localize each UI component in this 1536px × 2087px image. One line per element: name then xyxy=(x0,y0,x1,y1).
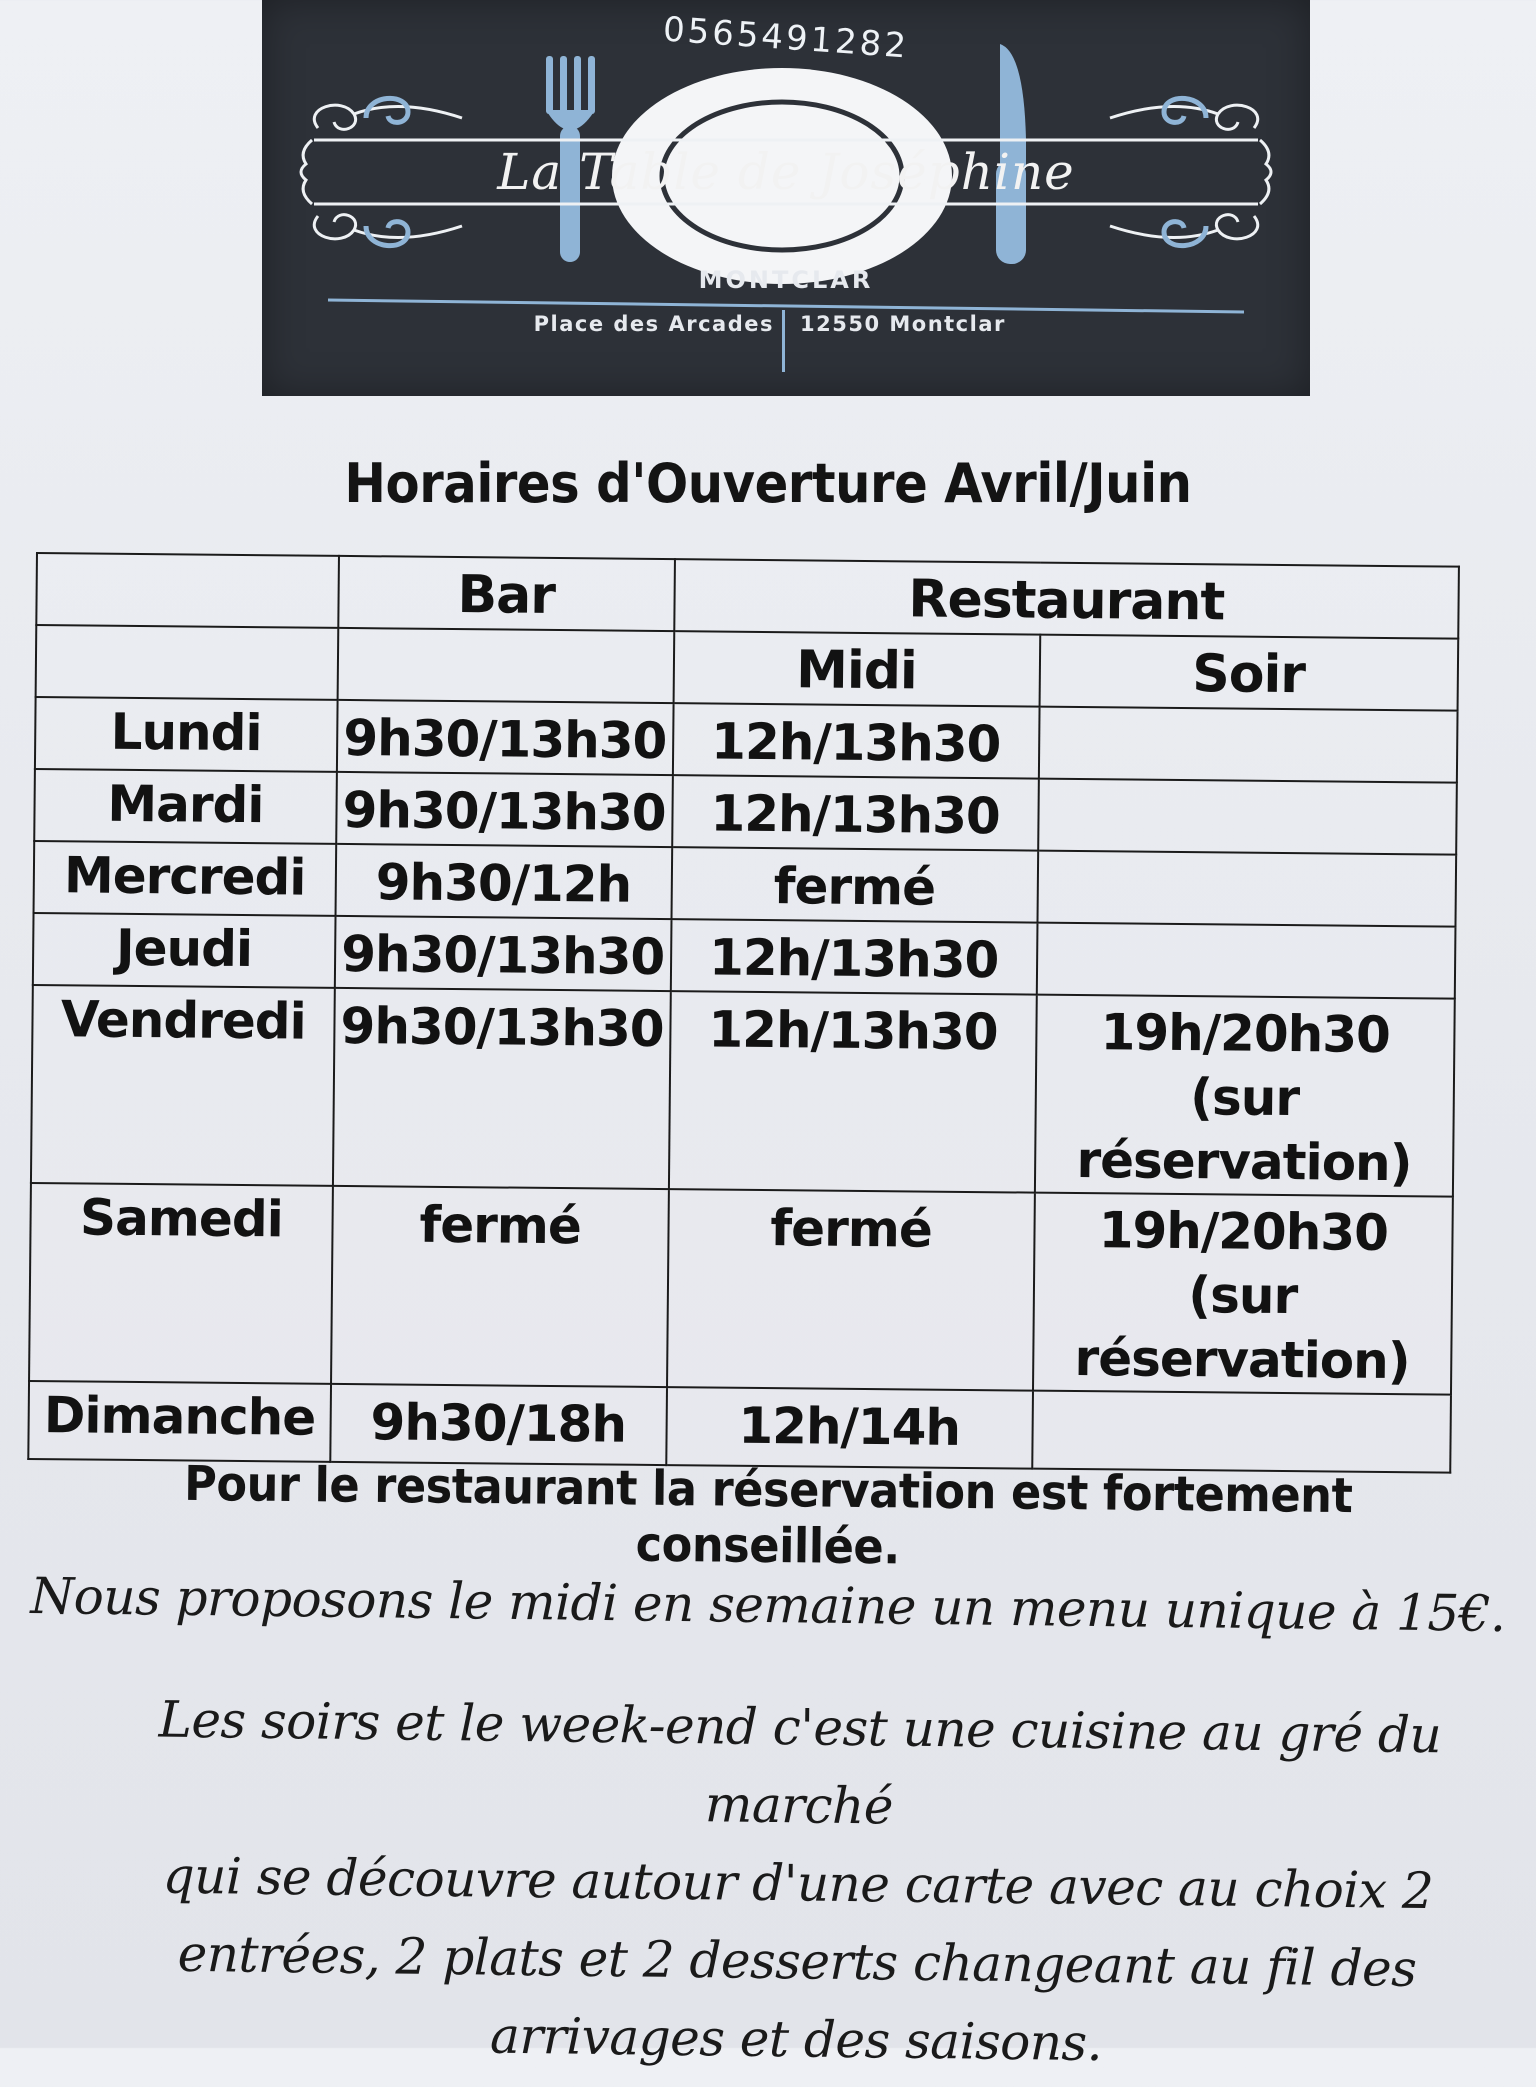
soir-hours-cell xyxy=(1033,1193,1453,1395)
soir-hours-cell xyxy=(1037,851,1456,927)
table-row xyxy=(34,769,1457,855)
reservation-note: (sur réservation) xyxy=(1074,1266,1410,1391)
midi-hours-cell: 12h/13h30 xyxy=(668,991,1036,1193)
soir-hours-cell xyxy=(1032,1391,1451,1473)
description-line: qui se découvre autour d'une carte avec au choix 2 xyxy=(162,1846,1434,1921)
subheader-empty-cell xyxy=(36,625,338,700)
logo-underline xyxy=(328,300,1244,312)
bar-hours-cell: 9h30/18h xyxy=(330,1384,667,1465)
restaurant-name: La Table de Joséphine xyxy=(497,143,1075,201)
description-line: arrivages et des saisons. xyxy=(489,2006,1103,2073)
description-line: Les soirs et le week-end c'est une cuisine au gré du marché xyxy=(158,1690,1442,1836)
bar-hours-cell: 9h30/13h30 xyxy=(335,916,672,991)
table-row xyxy=(35,697,1458,783)
table-row xyxy=(29,1183,1453,1395)
day-cell: Samedi xyxy=(29,1183,333,1384)
soir-hours: 19h/20h30 xyxy=(1098,1201,1389,1263)
reservation-note: (sur réservation) xyxy=(1076,1068,1412,1193)
bar-hours-cell: 9h30/13h30 xyxy=(336,772,673,847)
table-row xyxy=(31,985,1455,1197)
midi-hours-cell: 12h/13h30 xyxy=(670,919,1037,995)
header-empty-cell xyxy=(36,553,338,628)
menu-offer-text: Nous proposons le midi en semaine un menu unique à 15€. xyxy=(30,1566,1506,1644)
midi-hours-cell: fermé xyxy=(671,847,1038,923)
header-restaurant: Restaurant xyxy=(674,559,1459,639)
page-title: Horaires d'Ouverture Avril/Juin xyxy=(344,452,1192,515)
midi-hours-cell: 12h/13h30 xyxy=(672,775,1039,851)
address-street: Place des Arcades xyxy=(533,312,774,336)
header-soir: Soir xyxy=(1039,635,1458,711)
bar-hours-cell: 9h30/12h xyxy=(335,844,672,919)
subheader-empty-cell xyxy=(337,628,674,703)
soir-hours-cell xyxy=(1035,995,1455,1197)
day-cell: Mercredi xyxy=(34,841,336,916)
day-cell: Mardi xyxy=(34,769,336,844)
logo-banner xyxy=(262,0,1310,396)
day-cell: Jeudi xyxy=(33,913,335,988)
header-midi: Midi xyxy=(673,631,1040,707)
midi-hours-cell: fermé xyxy=(667,1189,1035,1391)
soir-hours-cell xyxy=(1038,779,1457,855)
opening-hours-table xyxy=(27,552,1460,1474)
description-line: entrées, 2 plats et 2 desserts changeant au fil des xyxy=(177,1924,1417,1998)
table-row xyxy=(34,841,1457,927)
town-label: MONTCLAR xyxy=(698,266,874,294)
soir-hours: 19h/20h30 xyxy=(1100,1003,1391,1065)
address-separator xyxy=(782,310,785,372)
soir-hours-cell xyxy=(1038,707,1457,783)
cuisine-description xyxy=(0,1679,1536,2087)
bar-hours-cell: 9h30/13h30 xyxy=(333,988,671,1189)
day-cell: Lundi xyxy=(35,697,337,772)
header-bar: Bar xyxy=(338,556,675,631)
phone-number: 0565491282 xyxy=(661,9,911,67)
midi-hours-cell: 12h/13h30 xyxy=(672,703,1039,779)
name-plate xyxy=(310,140,1262,204)
address-postal: 12550 Montclar xyxy=(800,312,1006,336)
bar-hours-cell: fermé xyxy=(331,1186,669,1387)
table-row xyxy=(33,913,1456,999)
subheader-row xyxy=(36,625,1459,711)
day-cell: Dimanche xyxy=(28,1381,330,1462)
day-cell: Vendredi xyxy=(31,985,335,1186)
soir-hours-cell xyxy=(1036,923,1455,999)
header-row xyxy=(36,553,1459,639)
bar-hours-cell: 9h30/13h30 xyxy=(337,700,674,775)
midi-hours-cell: 12h/14h xyxy=(666,1387,1033,1469)
reservation-notice: Pour le restaurant la réservation est fortement conseillée. xyxy=(183,1455,1353,1576)
